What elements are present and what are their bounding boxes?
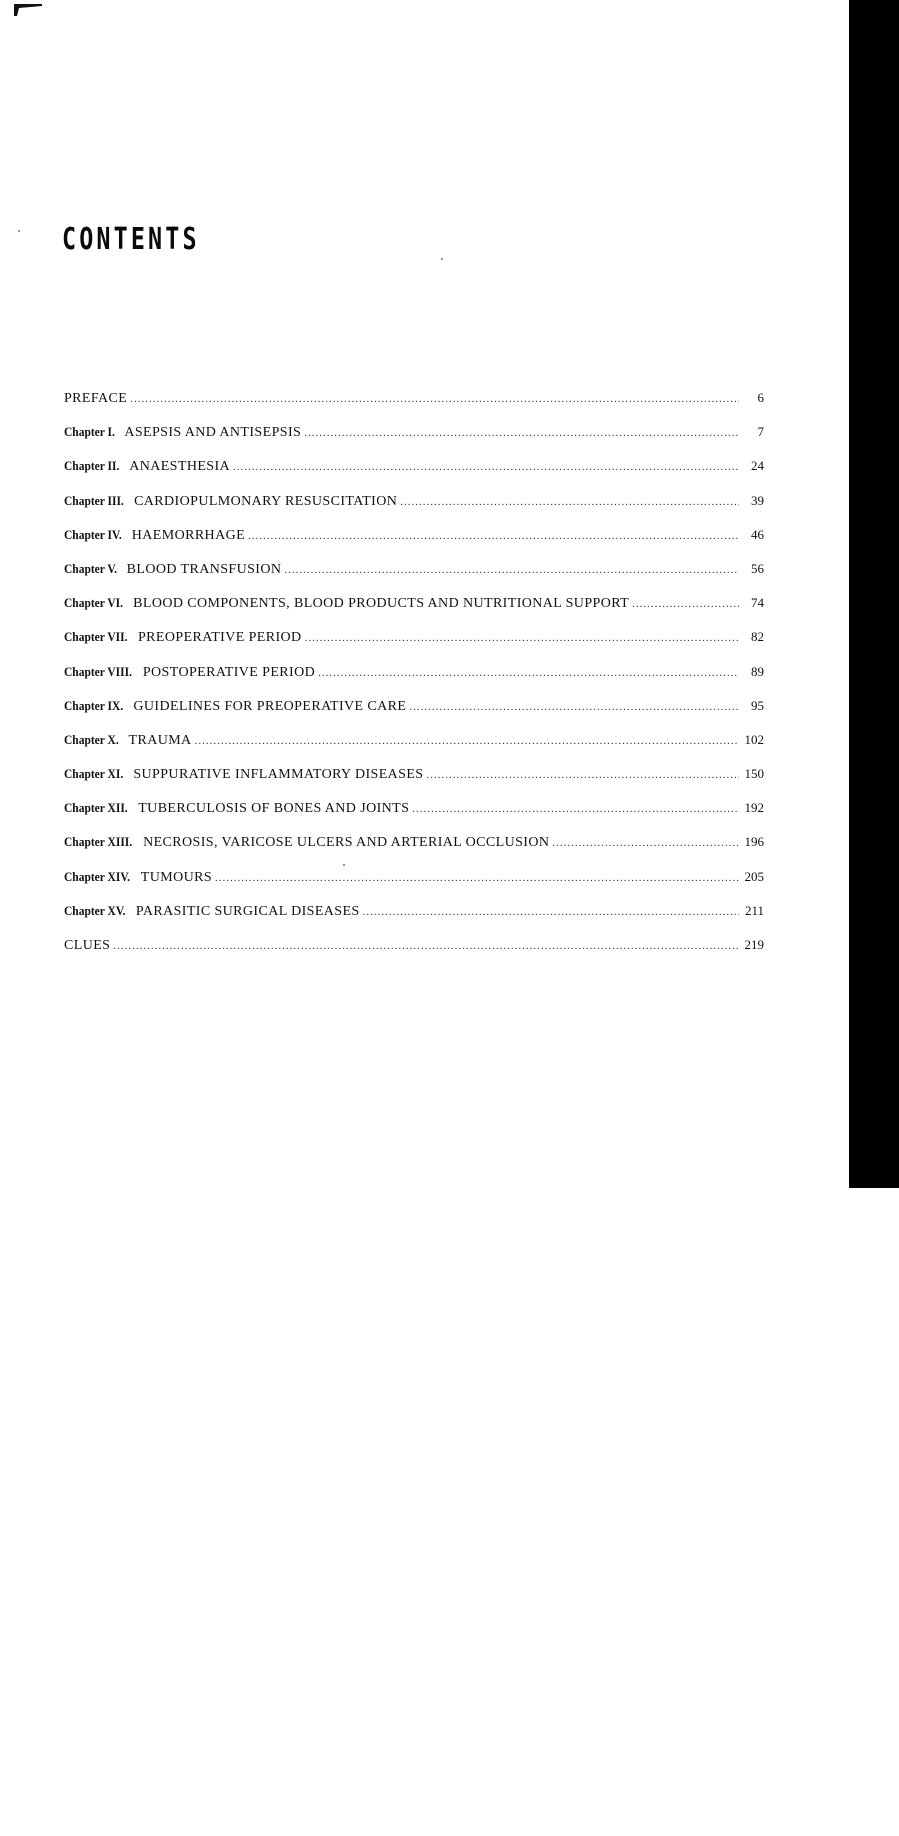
toc-entry[interactable] [64, 424, 764, 458]
toc-leader-dots [363, 904, 739, 920]
toc-entry[interactable] [64, 561, 764, 595]
toc-page-number: 6 [757, 390, 764, 405]
toc-entry-title: POSTOPERATIVE PERIOD [142, 664, 316, 680]
toc-page-number: 82 [751, 629, 764, 645]
toc-chapter-label: Chapter I. [64, 425, 115, 440]
toc-page-number: 7 [757, 424, 764, 440]
toc-chapter-label: Chapter VII. [64, 630, 128, 645]
toc-leader-dots [248, 528, 739, 544]
toc-entry[interactable] [64, 869, 764, 903]
toc-chapter-label: Chapter II. [64, 459, 120, 474]
toc-page-number: 192 [744, 800, 764, 816]
toc-entry-title: PREOPERATIVE PERIOD [138, 630, 302, 646]
toc-leader-dots [130, 391, 739, 407]
toc-leader-dots [552, 835, 739, 851]
toc-entry[interactable] [64, 664, 764, 698]
toc-page-number: 150 [744, 766, 764, 782]
scan-shadow-bar [849, 0, 899, 1188]
toc-entry-title: GUIDELINES FOR PREOPERATIVE CARE [133, 698, 407, 714]
toc-entry[interactable] [64, 595, 764, 629]
toc-entry[interactable] [64, 732, 764, 766]
toc-entry[interactable] [64, 390, 764, 424]
toc-entry[interactable] [64, 493, 764, 527]
toc-entry-title: ANAESTHESIA [129, 459, 231, 475]
toc-leader-dots [113, 938, 739, 954]
toc-page-number: 219 [744, 937, 764, 952]
toc-page-number: 74 [751, 595, 764, 611]
toc-leader-dots [304, 425, 739, 441]
toc-entry[interactable] [64, 629, 764, 663]
toc-chapter-label: Chapter XIII. [64, 835, 133, 850]
toc-entry-title: CARDIOPULMONARY RESUSCITATION [134, 493, 398, 509]
toc-page-number: 211 [744, 902, 764, 918]
toc-entry[interactable] [64, 800, 764, 834]
toc-page-number: 95 [751, 697, 764, 713]
toc-entry[interactable] [64, 458, 764, 492]
toc-leader-dots [412, 801, 739, 817]
toc-entry-title: TUBERCULOSIS OF BONES AND JOINTS [138, 801, 410, 817]
toc-chapter-label: Chapter IX. [64, 698, 124, 713]
toc-chapter-label: Chapter XV. [64, 903, 126, 918]
toc-chapter-label: Chapter X. [64, 732, 119, 747]
toc-leader-dots [284, 562, 739, 578]
scan-speck [441, 258, 443, 260]
toc-leader-dots [427, 767, 740, 783]
page-title: CONTENTS [62, 222, 200, 257]
toc-entry[interactable] [64, 527, 764, 561]
toc-page-number: 56 [751, 560, 764, 576]
toc-page-number: 39 [751, 492, 764, 508]
toc-entry[interactable] [64, 937, 764, 971]
scan-speck [18, 230, 20, 232]
toc-chapter-label: Chapter IV. [64, 527, 122, 542]
toc-leader-dots [233, 459, 739, 475]
toc-chapter-label: Chapter XIV. [64, 869, 131, 884]
corner-mark-icon [14, 4, 42, 16]
toc-page-number: 196 [744, 834, 764, 850]
toc-entry-title: TUMOURS [140, 869, 213, 885]
toc-entry-title: NECROSIS, VARICOSE ULCERS AND ARTERIAL OCCLUSION [143, 835, 550, 851]
toc-entry-title: TRAUMA [128, 732, 192, 748]
toc-chapter-label: Chapter VIII. [64, 664, 132, 679]
toc-entry-title: SUPPURATIVE INFLAMMATORY DISEASES [133, 767, 424, 783]
toc-entry-title: CLUES [64, 938, 111, 953]
toc-page-number: 89 [751, 663, 764, 679]
toc-entry[interactable] [64, 834, 764, 868]
table-of-contents [64, 390, 764, 971]
toc-page-number: 46 [751, 526, 764, 542]
toc-entry-title: PREFACE [64, 391, 128, 406]
toc-entry-title: HAEMORRHAGE [131, 527, 246, 543]
toc-page-number: 205 [744, 868, 764, 884]
toc-leader-dots [215, 870, 739, 886]
toc-entry[interactable] [64, 698, 764, 732]
toc-leader-dots [400, 494, 739, 510]
toc-page-number: 24 [751, 458, 764, 474]
toc-leader-dots [318, 665, 739, 681]
toc-entry[interactable] [64, 766, 764, 800]
toc-chapter-label: Chapter XII. [64, 801, 128, 816]
toc-chapter-label: Chapter XI. [64, 767, 124, 782]
toc-leader-dots [632, 596, 739, 612]
toc-entry-title: BLOOD COMPONENTS, BLOOD PRODUCTS AND NUTRITIONAL SUPPORT [133, 596, 630, 612]
toc-entry[interactable] [64, 903, 764, 937]
toc-entry-title: ASEPSIS AND ANTISEPSIS [124, 425, 302, 441]
toc-leader-dots [305, 630, 739, 646]
toc-entry-title: PARASITIC SURGICAL DISEASES [135, 903, 360, 919]
toc-leader-dots [195, 733, 739, 749]
toc-entry-title: BLOOD TRANSFUSION [126, 561, 282, 577]
toc-page-number: 102 [744, 731, 764, 747]
toc-chapter-label: Chapter III. [64, 493, 124, 508]
toc-chapter-label: Chapter VI. [64, 596, 124, 611]
toc-chapter-label: Chapter V. [64, 561, 118, 576]
toc-leader-dots [409, 699, 739, 715]
